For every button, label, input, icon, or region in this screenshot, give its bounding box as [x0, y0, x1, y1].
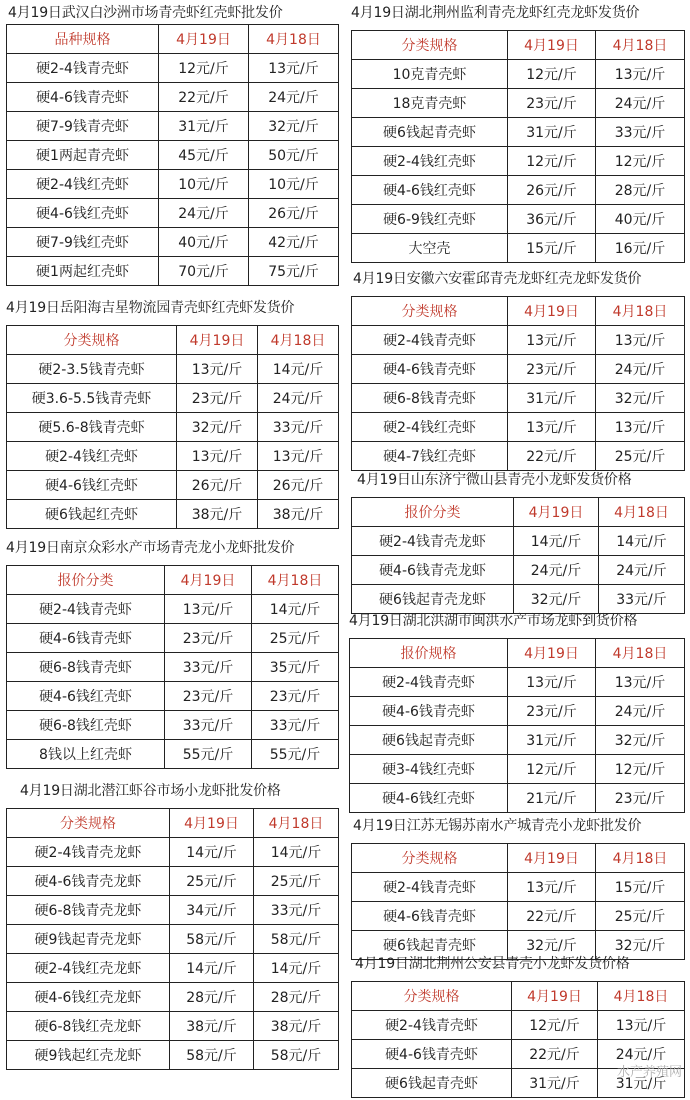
price-apr18-cell: 50元/斤 — [249, 141, 339, 170]
column-header: 4月18日 — [596, 31, 685, 60]
spec-cell: 硬2-4钱青壳虾 — [352, 873, 508, 902]
price-apr18-cell: 32元/斤 — [596, 384, 685, 413]
price-apr18-cell: 24元/斤 — [596, 697, 685, 726]
spec-cell: 硬4-6钱红壳龙虾 — [7, 983, 170, 1012]
column-header: 4月19日 — [514, 498, 599, 527]
spec-cell: 硬6-8钱青壳虾 — [352, 384, 508, 413]
price-apr18-cell: 32元/斤 — [596, 726, 685, 755]
table-row — [350, 668, 685, 697]
spec-cell: 硬6-9钱红壳虾 — [352, 205, 508, 234]
block-title: 4月19日武汉白沙洲市场青壳虾红壳虾批发价 — [8, 5, 283, 21]
price-block-weishan — [351, 469, 684, 614]
table-row — [352, 118, 685, 147]
price-apr18-cell: 33元/斤 — [596, 118, 685, 147]
column-header: 4月19日 — [508, 297, 596, 326]
price-apr18-cell: 23元/斤 — [596, 784, 685, 813]
price-apr19-cell: 10元/斤 — [159, 170, 249, 199]
price-apr19-cell: 23元/斤 — [165, 624, 252, 653]
table-row — [7, 983, 339, 1012]
column-header: 分类规格 — [352, 982, 512, 1011]
spec-cell: 硬2-4钱青壳虾 — [352, 1011, 512, 1040]
table-row — [7, 1041, 339, 1070]
price-apr18-cell: 23元/斤 — [252, 682, 339, 711]
price-apr19-cell: 38元/斤 — [177, 500, 258, 529]
column-header: 报价规格 — [350, 639, 508, 668]
table-row — [7, 83, 339, 112]
table-row — [352, 527, 685, 556]
spec-cell: 硬4-6钱青壳虾 — [7, 83, 159, 112]
table-row — [7, 384, 339, 413]
price-apr19-cell: 14元/斤 — [170, 954, 254, 983]
block-title: 4月19日岳阳海吉星物流园青壳虾红壳虾发货价 — [6, 300, 295, 316]
spec-cell: 硬4-6钱青壳虾 — [350, 697, 508, 726]
price-apr19-cell: 12元/斤 — [508, 60, 596, 89]
price-apr18-cell: 13元/斤 — [596, 326, 685, 355]
price-apr19-cell: 22元/斤 — [512, 1040, 598, 1069]
price-apr19-cell: 31元/斤 — [508, 726, 596, 755]
table-row — [7, 740, 339, 769]
table-row — [350, 784, 685, 813]
price-block-yueyang — [6, 297, 338, 529]
table-header-row — [7, 809, 339, 838]
price-block-wuxi — [351, 815, 684, 960]
column-header: 4月19日 — [177, 326, 258, 355]
price-block-nanjing — [6, 537, 338, 769]
column-header: 4月19日 — [159, 25, 249, 54]
price-apr19-cell: 31元/斤 — [159, 112, 249, 141]
spec-cell: 硬5.6-8钱青壳虾 — [7, 413, 177, 442]
table-header-row — [352, 844, 685, 873]
price-apr19-cell: 24元/斤 — [514, 556, 599, 585]
spec-cell: 硬2-4钱青壳龙虾 — [352, 527, 514, 556]
price-apr19-cell: 23元/斤 — [508, 697, 596, 726]
price-table — [351, 497, 685, 614]
watermark: 水产养殖网 — [616, 1065, 682, 1080]
price-apr19-cell: 33元/斤 — [165, 653, 252, 682]
spec-cell: 大空壳 — [352, 234, 508, 263]
column-header: 4月18日 — [249, 25, 339, 54]
table-row — [352, 326, 685, 355]
price-apr19-cell: 13元/斤 — [508, 873, 596, 902]
table-row — [7, 838, 339, 867]
price-apr18-cell: 12元/斤 — [596, 147, 685, 176]
price-apr19-cell: 33元/斤 — [165, 711, 252, 740]
table-row — [350, 755, 685, 784]
column-header: 4月18日 — [598, 982, 685, 1011]
spec-cell: 硬6钱起青壳虾 — [352, 931, 508, 960]
column-header: 4月18日 — [254, 809, 339, 838]
price-table — [351, 981, 685, 1098]
spec-cell: 硬4-6钱青壳虾 — [352, 1040, 512, 1069]
price-apr19-cell: 14元/斤 — [170, 838, 254, 867]
price-block-qianjiang — [6, 780, 338, 1070]
price-table — [351, 843, 685, 960]
price-apr19-cell: 70元/斤 — [159, 257, 249, 286]
table-header-row — [7, 326, 339, 355]
column-header: 报价分类 — [352, 498, 514, 527]
spec-cell: 硬4-6钱青壳虾 — [352, 355, 508, 384]
table-row — [7, 624, 339, 653]
spec-cell: 硬1两起红壳虾 — [7, 257, 159, 286]
price-apr19-cell: 12元/斤 — [159, 54, 249, 83]
spec-cell: 硬6-8钱青壳虾 — [7, 653, 165, 682]
block-title: 4月19日南京众彩水产市场青壳龙小龙虾批发价 — [6, 540, 295, 556]
price-apr18-cell: 38元/斤 — [254, 1012, 339, 1041]
price-apr18-cell: 14元/斤 — [599, 527, 685, 556]
price-apr18-cell: 14元/斤 — [254, 954, 339, 983]
column-header: 报价分类 — [7, 566, 165, 595]
table-row — [352, 442, 685, 471]
price-apr19-cell: 22元/斤 — [159, 83, 249, 112]
price-apr19-cell: 40元/斤 — [159, 228, 249, 257]
spec-cell: 硬9钱起青壳龙虾 — [7, 925, 170, 954]
table-row — [352, 60, 685, 89]
price-apr18-cell: 12元/斤 — [596, 755, 685, 784]
block-title: 4月19日湖北洪湖市闽洪水产市场龙虾到货价格 — [349, 613, 638, 629]
spec-cell: 硬9钱起红壳龙虾 — [7, 1041, 170, 1070]
table-row — [7, 954, 339, 983]
price-apr19-cell: 26元/斤 — [177, 471, 258, 500]
price-apr19-cell: 23元/斤 — [177, 384, 258, 413]
table-row — [352, 902, 685, 931]
spec-cell: 硬2-3.5钱青壳虾 — [7, 355, 177, 384]
price-apr18-cell: 13元/斤 — [249, 54, 339, 83]
spec-cell: 硬4-6钱青壳虾 — [352, 902, 508, 931]
spec-cell: 硬6钱起青壳龙虾 — [352, 585, 514, 614]
price-apr18-cell: 25元/斤 — [596, 902, 685, 931]
price-apr18-cell: 26元/斤 — [258, 471, 339, 500]
price-apr19-cell: 32元/斤 — [177, 413, 258, 442]
table-header-row — [352, 982, 685, 1011]
price-apr19-cell: 14元/斤 — [514, 527, 599, 556]
price-apr19-cell: 31元/斤 — [508, 118, 596, 147]
table-row — [7, 199, 339, 228]
spec-cell: 硬3-4钱红壳虾 — [350, 755, 508, 784]
price-table — [349, 638, 685, 813]
price-apr18-cell: 26元/斤 — [249, 199, 339, 228]
spec-cell: 硬2-4钱青壳虾 — [350, 668, 508, 697]
price-apr19-cell: 12元/斤 — [508, 147, 596, 176]
price-apr18-cell: 13元/斤 — [596, 60, 685, 89]
table-row — [7, 896, 339, 925]
spec-cell: 硬4-6钱红壳虾 — [7, 199, 159, 228]
table-row — [352, 355, 685, 384]
column-header: 分类规格 — [352, 31, 508, 60]
price-apr19-cell: 12元/斤 — [512, 1011, 598, 1040]
spec-cell: 10克青壳虾 — [352, 60, 508, 89]
block-title: 4月19日江苏无锡苏南水产城青壳小龙虾批发价 — [353, 818, 642, 834]
table-header-row — [7, 25, 339, 54]
column-header: 分类规格 — [7, 809, 170, 838]
price-apr18-cell: 14元/斤 — [258, 355, 339, 384]
table-row — [352, 89, 685, 118]
spec-cell: 硬2-4钱红壳虾 — [7, 442, 177, 471]
table-row — [7, 54, 339, 83]
spec-cell: 硬3.6-5.5钱青壳虾 — [7, 384, 177, 413]
spec-cell: 硬4-6钱红壳虾 — [352, 176, 508, 205]
price-apr19-cell: 23元/斤 — [508, 89, 596, 118]
price-apr19-cell: 32元/斤 — [514, 585, 599, 614]
price-apr18-cell: 24元/斤 — [596, 89, 685, 118]
price-table — [351, 30, 685, 263]
table-row — [7, 653, 339, 682]
spec-cell: 硬4-6钱青壳虾 — [7, 624, 165, 653]
price-table — [6, 565, 339, 769]
price-apr18-cell: 25元/斤 — [252, 624, 339, 653]
column-header: 4月19日 — [508, 639, 596, 668]
table-row — [352, 413, 685, 442]
price-apr19-cell: 24元/斤 — [159, 199, 249, 228]
table-row — [350, 697, 685, 726]
price-apr19-cell: 13元/斤 — [165, 595, 252, 624]
table-row — [350, 726, 685, 755]
table-row — [352, 1011, 685, 1040]
table-row — [7, 471, 339, 500]
table-row — [7, 925, 339, 954]
table-row — [7, 442, 339, 471]
price-apr18-cell: 24元/斤 — [249, 83, 339, 112]
price-apr19-cell: 23元/斤 — [165, 682, 252, 711]
table-row — [7, 867, 339, 896]
spec-cell: 硬2-4钱红壳虾 — [7, 170, 159, 199]
price-apr19-cell: 31元/斤 — [512, 1069, 598, 1098]
price-apr19-cell: 28元/斤 — [170, 983, 254, 1012]
spec-cell: 硬6钱起青壳虾 — [352, 118, 508, 147]
table-row — [7, 711, 339, 740]
table-row — [352, 556, 685, 585]
spec-cell: 硬4-6钱青壳龙虾 — [7, 867, 170, 896]
price-table — [6, 24, 339, 286]
block-title: 4月19日安徽六安霍邱青壳龙虾红壳龙虾发货价 — [353, 271, 642, 287]
price-apr18-cell: 28元/斤 — [596, 176, 685, 205]
table-row — [7, 595, 339, 624]
price-apr18-cell: 24元/斤 — [598, 1040, 685, 1069]
table-row — [7, 112, 339, 141]
price-table — [6, 325, 339, 529]
price-apr18-cell: 10元/斤 — [249, 170, 339, 199]
price-apr18-cell: 25元/斤 — [254, 867, 339, 896]
price-block-huoqiu — [351, 268, 684, 471]
table-row — [7, 257, 339, 286]
price-apr18-cell: 13元/斤 — [598, 1011, 685, 1040]
column-header: 4月19日 — [512, 982, 598, 1011]
column-header: 4月18日 — [599, 498, 685, 527]
price-block-jianli — [351, 2, 684, 263]
spec-cell: 硬6钱起青壳虾 — [350, 726, 508, 755]
price-apr19-cell: 13元/斤 — [177, 355, 258, 384]
spec-cell: 硬2-4钱红壳龙虾 — [7, 954, 170, 983]
price-apr19-cell: 26元/斤 — [508, 176, 596, 205]
price-apr18-cell: 14元/斤 — [252, 595, 339, 624]
price-apr19-cell: 58元/斤 — [170, 1041, 254, 1070]
table-row — [352, 234, 685, 263]
price-apr18-cell: 33元/斤 — [254, 896, 339, 925]
spec-cell: 硬2-4钱红壳虾 — [352, 147, 508, 176]
price-apr18-cell: 13元/斤 — [258, 442, 339, 471]
price-apr18-cell: 33元/斤 — [599, 585, 685, 614]
price-apr19-cell: 32元/斤 — [508, 931, 596, 960]
price-apr18-cell: 58元/斤 — [254, 1041, 339, 1070]
column-header: 4月18日 — [596, 844, 685, 873]
price-apr19-cell: 13元/斤 — [177, 442, 258, 471]
price-table — [6, 808, 339, 1070]
table-header-row — [350, 639, 685, 668]
price-apr18-cell: 75元/斤 — [249, 257, 339, 286]
table-header-row — [352, 297, 685, 326]
spec-cell: 硬2-4钱红壳虾 — [352, 413, 508, 442]
price-apr19-cell: 21元/斤 — [508, 784, 596, 813]
price-block-honghu — [349, 610, 684, 813]
spec-cell: 硬1两起青壳虾 — [7, 141, 159, 170]
price-apr18-cell: 24元/斤 — [596, 355, 685, 384]
table-row — [352, 384, 685, 413]
spec-cell: 硬2-4钱青壳虾 — [7, 54, 159, 83]
spec-cell: 硬2-4钱青壳虾 — [352, 326, 508, 355]
table-header-row — [7, 566, 339, 595]
table-row — [352, 176, 685, 205]
column-header: 4月19日 — [508, 844, 596, 873]
price-apr18-cell: 28元/斤 — [254, 983, 339, 1012]
table-header-row — [352, 498, 685, 527]
price-table — [351, 296, 685, 471]
price-apr18-cell: 31元/斤 — [598, 1069, 685, 1098]
block-title: 4月19日湖北荆州监利青壳龙虾红壳龙虾发货价 — [351, 5, 640, 21]
price-apr19-cell: 13元/斤 — [508, 326, 596, 355]
price-apr18-cell: 55元/斤 — [252, 740, 339, 769]
price-apr19-cell: 45元/斤 — [159, 141, 249, 170]
price-apr18-cell: 32元/斤 — [596, 931, 685, 960]
spec-cell: 硬7-9钱青壳虾 — [7, 112, 159, 141]
price-apr19-cell: 13元/斤 — [508, 668, 596, 697]
price-block-wuhan — [6, 2, 338, 286]
spec-cell: 8钱以上红壳虾 — [7, 740, 165, 769]
table-row — [352, 147, 685, 176]
price-apr18-cell: 32元/斤 — [249, 112, 339, 141]
spec-cell: 硬4-6钱青壳龙虾 — [352, 556, 514, 585]
price-apr18-cell: 25元/斤 — [596, 442, 685, 471]
price-apr19-cell: 23元/斤 — [508, 355, 596, 384]
table-row — [7, 355, 339, 384]
price-apr18-cell: 24元/斤 — [599, 556, 685, 585]
column-header: 4月19日 — [170, 809, 254, 838]
column-header: 品种规格 — [7, 25, 159, 54]
column-header: 4月18日 — [258, 326, 339, 355]
price-apr18-cell: 42元/斤 — [249, 228, 339, 257]
spec-cell: 硬4-6钱红壳虾 — [7, 682, 165, 711]
spec-cell: 硬4-6钱红壳虾 — [350, 784, 508, 813]
price-apr18-cell: 38元/斤 — [258, 500, 339, 529]
price-apr19-cell: 36元/斤 — [508, 205, 596, 234]
table-row — [7, 141, 339, 170]
price-apr18-cell: 40元/斤 — [596, 205, 685, 234]
price-apr19-cell: 31元/斤 — [508, 384, 596, 413]
price-apr19-cell: 55元/斤 — [165, 740, 252, 769]
price-apr18-cell: 58元/斤 — [254, 925, 339, 954]
table-row — [7, 170, 339, 199]
block-title: 4月19日湖北荆州公安县青壳小龙虾发货价格 — [355, 956, 630, 972]
column-header: 4月19日 — [165, 566, 252, 595]
column-header: 4月18日 — [596, 297, 685, 326]
price-apr18-cell: 13元/斤 — [596, 668, 685, 697]
price-apr19-cell: 25元/斤 — [170, 867, 254, 896]
column-header: 4月19日 — [508, 31, 596, 60]
price-apr19-cell: 22元/斤 — [508, 442, 596, 471]
block-title: 4月19日山东济宁微山县青壳小龙虾发货价格 — [357, 472, 632, 488]
table-row — [7, 228, 339, 257]
price-apr18-cell: 35元/斤 — [252, 653, 339, 682]
spec-cell: 硬6-8钱青壳龙虾 — [7, 896, 170, 925]
spec-cell: 硬7-9钱红壳虾 — [7, 228, 159, 257]
column-header: 4月18日 — [596, 639, 685, 668]
price-apr19-cell: 12元/斤 — [508, 755, 596, 784]
price-apr18-cell: 13元/斤 — [596, 413, 685, 442]
table-row — [7, 1012, 339, 1041]
spec-cell: 硬4-7钱红壳虾 — [352, 442, 508, 471]
price-apr18-cell: 14元/斤 — [254, 838, 339, 867]
price-apr18-cell: 33元/斤 — [252, 711, 339, 740]
table-row — [352, 873, 685, 902]
spec-cell: 硬6-8钱红壳龙虾 — [7, 1012, 170, 1041]
block-title: 4月19日湖北潜江虾谷市场小龙虾批发价格 — [20, 783, 281, 799]
spec-cell: 18克青壳虾 — [352, 89, 508, 118]
price-apr18-cell: 24元/斤 — [258, 384, 339, 413]
price-apr18-cell: 33元/斤 — [258, 413, 339, 442]
price-apr19-cell: 38元/斤 — [170, 1012, 254, 1041]
spec-cell: 硬2-4钱青壳虾 — [7, 595, 165, 624]
price-apr19-cell: 34元/斤 — [170, 896, 254, 925]
price-apr19-cell: 58元/斤 — [170, 925, 254, 954]
table-row — [352, 205, 685, 234]
column-header: 4月18日 — [252, 566, 339, 595]
spec-cell: 硬6钱起红壳虾 — [7, 500, 177, 529]
column-header: 分类规格 — [352, 297, 508, 326]
spec-cell: 硬6钱起青壳虾 — [352, 1069, 512, 1098]
price-apr19-cell: 22元/斤 — [508, 902, 596, 931]
spec-cell: 硬4-6钱红壳虾 — [7, 471, 177, 500]
price-apr18-cell: 16元/斤 — [596, 234, 685, 263]
spec-cell: 硬2-4钱青壳龙虾 — [7, 838, 170, 867]
column-header: 分类规格 — [7, 326, 177, 355]
price-apr19-cell: 13元/斤 — [508, 413, 596, 442]
price-apr19-cell: 15元/斤 — [508, 234, 596, 263]
table-header-row — [352, 31, 685, 60]
table-row — [7, 682, 339, 711]
spec-cell: 硬6-8钱红壳虾 — [7, 711, 165, 740]
price-apr18-cell: 15元/斤 — [596, 873, 685, 902]
table-row — [7, 413, 339, 442]
column-header: 分类规格 — [352, 844, 508, 873]
table-row — [7, 500, 339, 529]
